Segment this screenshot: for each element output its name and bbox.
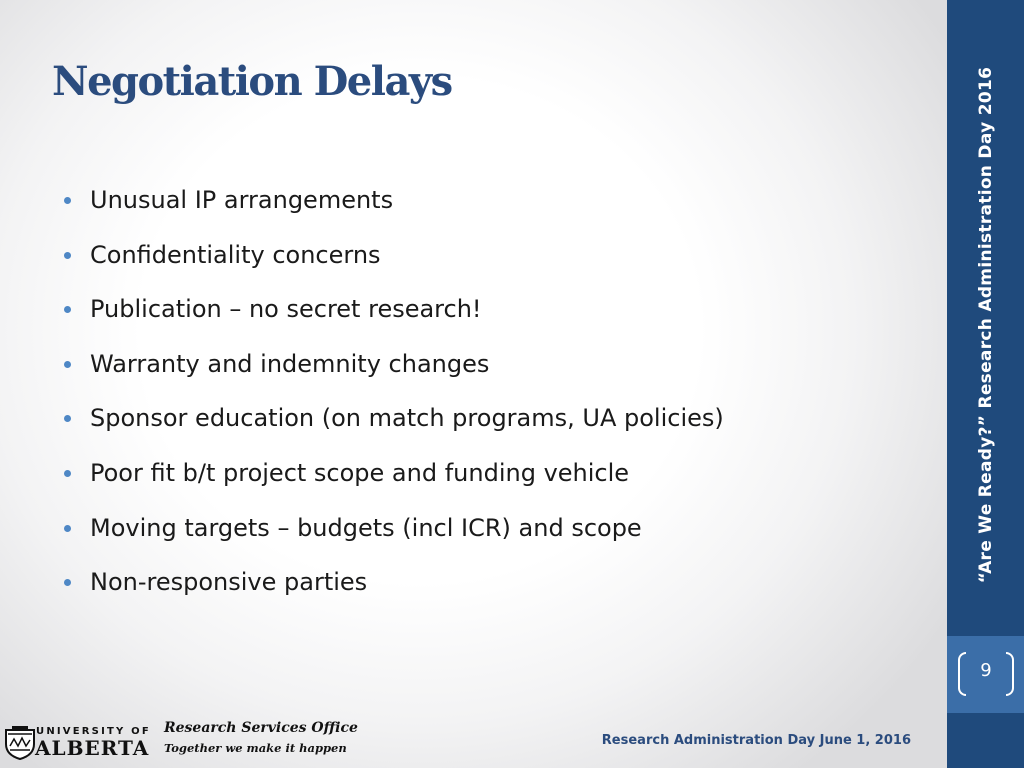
bullet-item [62, 233, 724, 288]
bullet-text: Unusual IP arrangements [90, 186, 394, 214]
bullet-dot-icon [64, 197, 71, 204]
bullet-text: Poor fit b/t project scope and funding vehicle [90, 458, 630, 487]
office-tagline: Together we make it happen [164, 741, 347, 755]
office-name: Research Services Office [164, 720, 358, 736]
bullet-text: Moving targets – budgets (incl ICR) and scope [90, 513, 642, 542]
bullet-dot-icon [64, 361, 71, 368]
bullet-item [62, 560, 724, 615]
bullet-text: Publication – no secret research! [90, 295, 482, 324]
right-brace-icon [1006, 652, 1014, 696]
bullet-item [62, 451, 724, 506]
bullet-item [62, 287, 724, 342]
university-crest-icon [4, 724, 36, 760]
bullet-dot-icon [64, 306, 71, 313]
bullet-dot-icon [64, 415, 71, 422]
bullet-list [62, 178, 724, 615]
bullet-text: Non-responsive parties [90, 568, 368, 597]
bullet-dot-icon [64, 525, 71, 532]
university-name-line1: UNIVERSITY OF [36, 726, 151, 737]
bullet-dot-icon [64, 579, 71, 586]
bullet-text: Confidentiality concerns [90, 240, 381, 269]
bullet-text: Warranty and indemnity changes [90, 349, 490, 378]
sidebar-vertical-title: “Are We Ready?” Research Administration Day 2016 [975, 66, 996, 584]
footer-event-date: Research Administration Day June 1, 2016 [601, 733, 911, 748]
bullet-item [62, 342, 724, 397]
bullet-dot-icon [64, 252, 71, 259]
bullet-item [62, 178, 724, 233]
university-name-line2: ALBERTA [35, 736, 150, 760]
bullet-text: Sponsor education (on match programs, UA policies) [90, 404, 724, 433]
slide-title: Negotiation Delays [52, 58, 452, 105]
bullet-item [62, 506, 724, 561]
left-brace-icon [958, 652, 966, 696]
sidebar-text-container [947, 30, 1024, 620]
page-number: 9 [980, 660, 992, 681]
bullet-item [62, 396, 724, 451]
bullet-dot-icon [64, 470, 71, 477]
